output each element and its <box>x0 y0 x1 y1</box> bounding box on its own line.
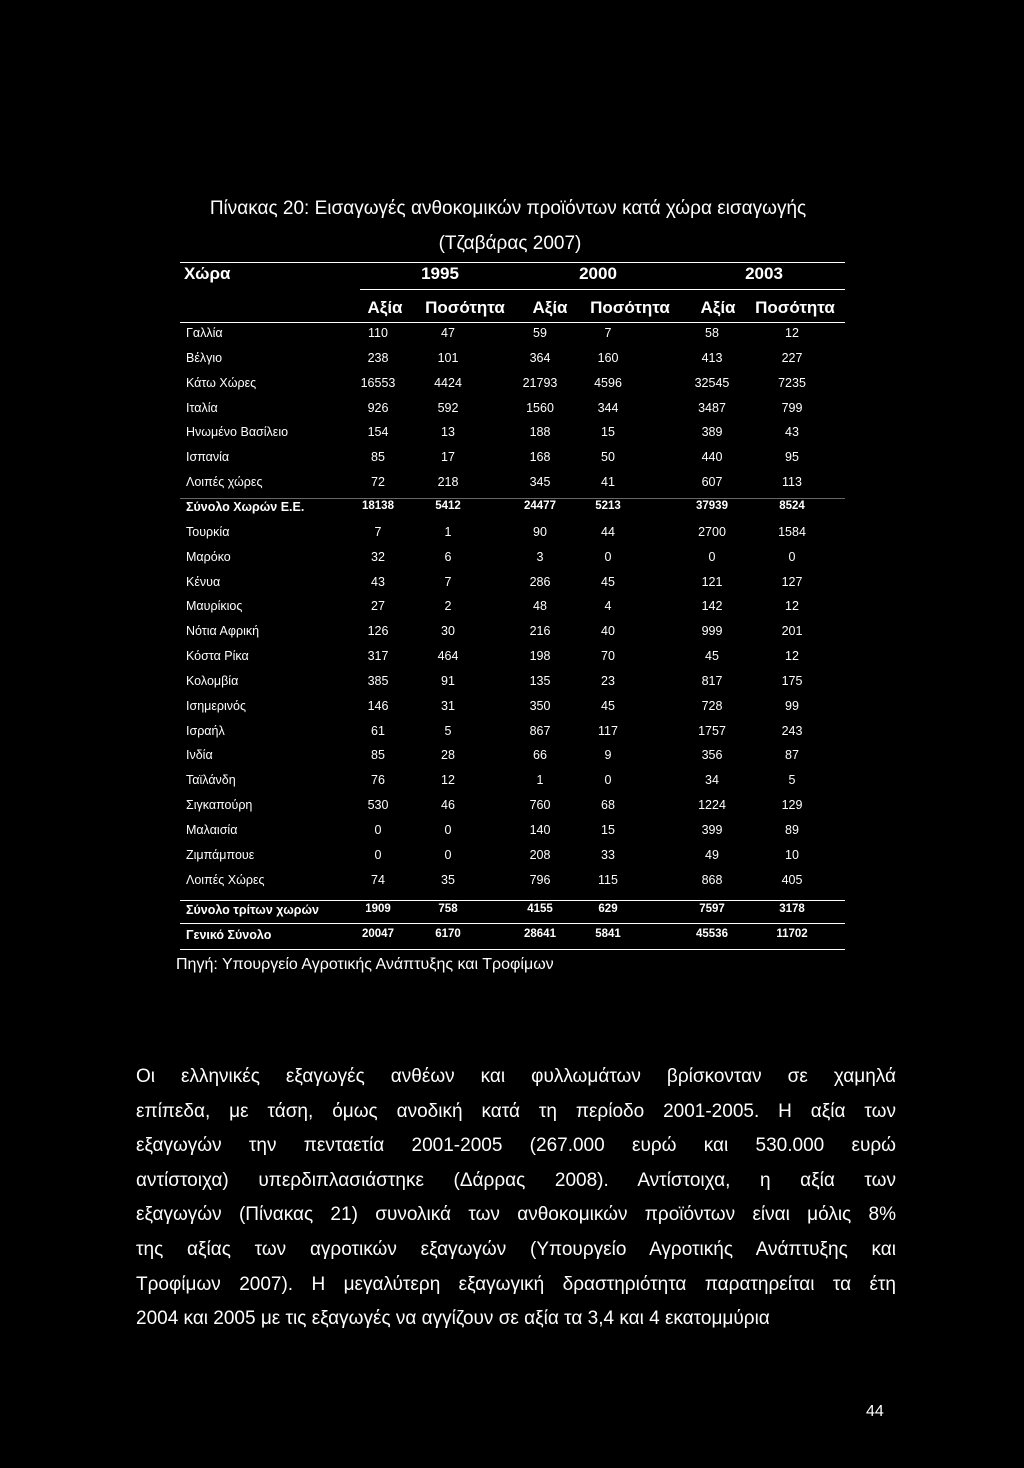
country-column-header: Χώρα <box>184 264 231 283</box>
value-cell: 317 <box>367 649 389 664</box>
quantity-cell: 12 <box>785 599 799 614</box>
value-cell: 110 <box>368 326 388 340</box>
quantity-cell: 129 <box>781 798 803 813</box>
value-cell: 45536 <box>696 928 728 940</box>
quantity-cell: 7 <box>444 574 452 589</box>
country-cell: Κολομβία <box>186 673 239 688</box>
measure-header-row <box>0 298 1024 320</box>
table-row <box>0 550 1024 572</box>
quantity-cell: 160 <box>597 350 619 365</box>
quantity-cell: 2 <box>444 599 452 614</box>
value-cell: 385 <box>367 673 389 688</box>
value-cell: 3 <box>536 549 544 564</box>
table-row <box>0 748 1024 770</box>
value-cell: 999 <box>701 624 723 639</box>
page-number: 44 <box>866 1403 884 1420</box>
quantity-cell: 5412 <box>435 499 461 512</box>
caption-subtitle-text: (Τζαβάρας 2007) <box>438 233 582 254</box>
table-row <box>0 500 1024 522</box>
quantity-cell: 127 <box>781 574 803 589</box>
quantity-cell: 758 <box>438 903 458 915</box>
quantity-cell: 6170 <box>435 928 461 940</box>
quantity-cell: 4 <box>604 599 612 614</box>
value-cell: 74 <box>371 872 385 887</box>
value-cell: 399 <box>701 823 723 837</box>
quantity-cell: 40 <box>601 624 615 639</box>
quantity-cell: 12 <box>785 649 799 664</box>
quantity-cell: 117 <box>598 723 618 738</box>
quantity-cell: 45 <box>601 574 615 589</box>
quantity-cell: 44 <box>601 524 615 539</box>
measure-header-value: Αξία <box>700 298 736 317</box>
country-cell: Γενικό Σύνολο <box>186 928 272 942</box>
value-cell: 146 <box>367 698 389 713</box>
value-cell: 350 <box>529 698 551 713</box>
quantity-cell: 50 <box>601 450 615 465</box>
quantity-cell: 0 <box>604 549 612 564</box>
quantity-cell: 28 <box>441 748 455 763</box>
value-cell: 32 <box>371 549 385 564</box>
year-underline <box>360 289 845 290</box>
quantity-cell: 11702 <box>776 928 808 940</box>
table-row <box>0 873 1024 895</box>
value-cell: 1 <box>536 773 544 788</box>
quantity-cell: 113 <box>782 475 802 490</box>
quantity-cell: 70 <box>601 649 615 664</box>
quantity-cell: 31 <box>441 698 455 713</box>
value-cell: 867 <box>529 723 551 738</box>
country-cell: Ινδία <box>186 748 213 763</box>
country-cell: Σύνολο τρίτων χωρών <box>186 903 320 917</box>
value-cell: 2700 <box>698 524 726 539</box>
quantity-cell: 30 <box>441 624 455 639</box>
quantity-cell: 175 <box>781 673 803 688</box>
paragraph-line: Οι ελληνικές εξαγωγές ανθέων και φυλλωμάτων βρίσκονταν σε χαμηλά <box>136 1066 896 1087</box>
quantity-cell: 68 <box>601 798 615 813</box>
paragraph-line: 2004 και 2005 με τις εξαγωγές να αγγίζουν σε αξία τα 3,4 και 4 εκατομμύρια <box>136 1308 770 1330</box>
quantity-cell: 95 <box>785 450 799 465</box>
paragraph-line: εξαγωγών την πενταετία 2001-2005 (267.000 ευρώ και 530.000 ευρώ <box>136 1135 896 1157</box>
quantity-cell: 8524 <box>779 499 805 512</box>
value-cell: 34 <box>705 773 719 788</box>
quantity-cell: 799 <box>781 400 803 415</box>
value-cell: 413 <box>701 350 723 365</box>
table-row <box>0 699 1024 721</box>
country-cell: Ζιμπάμπουε <box>186 847 255 862</box>
quantity-cell: 15 <box>601 425 615 440</box>
quantity-cell: 5 <box>788 773 796 788</box>
quantity-cell: 45 <box>601 698 615 713</box>
value-cell: 126 <box>367 624 389 639</box>
country-cell: Σύνολο Χωρών Ε.Ε. <box>186 499 305 514</box>
value-cell: 3487 <box>698 400 726 415</box>
value-cell: 345 <box>529 475 551 490</box>
value-cell: 32545 <box>694 375 730 390</box>
value-cell: 121 <box>701 574 723 589</box>
quantity-cell: 91 <box>441 673 455 688</box>
table-row <box>0 450 1024 472</box>
quantity-cell: 115 <box>598 872 618 887</box>
value-cell: 198 <box>529 649 551 664</box>
value-cell: 796 <box>529 872 551 887</box>
quantity-cell: 12 <box>441 773 455 788</box>
value-cell: 49 <box>705 847 719 862</box>
value-cell: 28641 <box>524 928 556 940</box>
table-row <box>0 599 1024 621</box>
table-row <box>0 724 1024 746</box>
country-cell: Τουρκία <box>186 524 230 539</box>
quantity-cell: 0 <box>444 823 452 837</box>
paragraph-line: της αξίας των αγροτικών εξαγωγών (Υπουργείο Αγροτικής Ανάπτυξης και <box>136 1238 896 1260</box>
paragraph-line: εξαγωγών (Πίνακας 21) συνολικά των ανθοκομικών προϊόντων είναι μόλις 8% <box>136 1204 896 1226</box>
country-cell: Λοιπές χώρες <box>186 475 263 490</box>
value-cell: 1560 <box>526 400 554 415</box>
value-cell: 760 <box>529 798 551 813</box>
value-cell: 154 <box>367 425 389 440</box>
quantity-cell: 99 <box>785 698 799 713</box>
value-cell: 0 <box>708 549 716 564</box>
value-cell: 530 <box>367 798 389 813</box>
table-row <box>0 903 1024 925</box>
value-cell: 0 <box>374 823 382 837</box>
table-row <box>0 376 1024 398</box>
value-cell: 72 <box>371 475 385 490</box>
third-total-top-rule <box>180 900 845 901</box>
quantity-cell: 87 <box>785 748 799 763</box>
value-cell: 168 <box>529 450 551 465</box>
quantity-cell: 13 <box>441 425 455 440</box>
value-cell: 607 <box>701 475 723 490</box>
measure-header-quantity: Ποσότητα <box>755 298 835 317</box>
country-cell: Γαλλία <box>186 326 223 340</box>
table-row <box>0 475 1024 497</box>
measure-header-value: Αξία <box>367 298 403 317</box>
table-row <box>0 798 1024 820</box>
measure-header-quantity: Ποσότητα <box>590 298 670 317</box>
value-cell: 4155 <box>527 903 553 915</box>
value-cell: 48 <box>533 599 547 614</box>
value-cell: 142 <box>701 599 723 614</box>
value-cell: 90 <box>533 524 547 539</box>
quantity-cell: 4596 <box>594 375 622 390</box>
value-cell: 817 <box>701 673 723 688</box>
country-cell: Ισημερινός <box>186 698 247 713</box>
quantity-cell: 344 <box>597 400 619 415</box>
quantity-cell: 7 <box>604 326 612 340</box>
country-cell: Μαυρίκιος <box>186 599 243 614</box>
quantity-cell: 7235 <box>778 375 806 390</box>
value-cell: 238 <box>367 350 389 365</box>
year-header-2000: 2000 <box>579 264 617 283</box>
table-row <box>0 823 1024 845</box>
quantity-cell: 43 <box>785 425 799 440</box>
quantity-cell: 15 <box>601 823 615 837</box>
table-row <box>0 649 1024 671</box>
value-cell: 58 <box>705 326 719 340</box>
value-cell: 45 <box>705 649 719 664</box>
table-row <box>0 575 1024 597</box>
country-cell: Ισραήλ <box>186 723 225 738</box>
table-caption-subtitle <box>0 233 1024 255</box>
table-row <box>0 773 1024 795</box>
value-cell: 1224 <box>698 798 726 813</box>
body-paragraph <box>136 1060 896 1337</box>
quantity-cell: 464 <box>437 649 459 664</box>
table-top-rule <box>180 262 845 263</box>
table-row <box>0 525 1024 547</box>
quantity-cell: 5 <box>444 723 452 738</box>
country-cell: Νότια Αφρική <box>186 624 260 639</box>
measure-header-quantity: Ποσότητα <box>425 298 505 317</box>
value-cell: 37939 <box>696 499 728 512</box>
value-cell: 66 <box>533 748 547 763</box>
table-row <box>0 401 1024 423</box>
quantity-cell: 629 <box>598 903 618 915</box>
value-cell: 21793 <box>522 375 558 390</box>
table-row <box>0 351 1024 373</box>
country-cell: Βέλγιο <box>186 350 223 365</box>
value-cell: 286 <box>529 574 551 589</box>
value-cell: 7597 <box>699 903 725 915</box>
quantity-cell: 9 <box>604 748 612 763</box>
quantity-cell: 46 <box>441 798 455 813</box>
value-cell: 85 <box>371 450 385 465</box>
quantity-cell: 101 <box>437 350 459 365</box>
quantity-cell: 0 <box>444 847 452 862</box>
quantity-cell: 47 <box>441 326 455 340</box>
quantity-cell: 227 <box>781 350 803 365</box>
quantity-cell: 1584 <box>778 524 806 539</box>
quantity-cell: 1 <box>444 524 452 539</box>
quantity-cell: 3178 <box>779 903 805 915</box>
value-cell: 208 <box>529 847 551 862</box>
country-cell: Ιταλία <box>186 400 218 415</box>
value-cell: 59 <box>533 326 547 340</box>
header-bottom-rule <box>180 322 845 323</box>
value-cell: 140 <box>529 823 551 837</box>
country-cell: Κάτω Χώρες <box>186 375 257 390</box>
year-header-1995: 1995 <box>421 264 459 283</box>
value-cell: 85 <box>371 748 385 763</box>
value-cell: 24477 <box>524 499 556 512</box>
country-cell: Λοιπές Χώρες <box>186 872 265 887</box>
quantity-cell: 6 <box>444 549 452 564</box>
quantity-cell: 10 <box>785 847 799 862</box>
value-cell: 61 <box>371 723 385 738</box>
quantity-cell: 5841 <box>595 928 621 940</box>
paragraph-line: Τροφίμων 2007). Η μεγαλύτερη εξαγωγική δραστηριότητα παρατηρείται τα έτη <box>136 1273 896 1295</box>
value-cell: 356 <box>701 748 723 763</box>
country-cell: Κόστα Ρίκα <box>186 649 249 664</box>
table-row <box>0 848 1024 870</box>
value-cell: 0 <box>374 847 382 862</box>
value-cell: 868 <box>701 872 723 887</box>
value-cell: 18138 <box>362 499 394 512</box>
quantity-cell: 4424 <box>434 375 462 390</box>
paragraph-line: επίπεδα, με τάση, όμως ανοδική κατά τη περίοδο 2001-2005. Η αξία των <box>136 1100 896 1122</box>
quantity-cell: 89 <box>785 823 799 837</box>
measure-header-value: Αξία <box>532 298 568 317</box>
year-header-2003: 2003 <box>745 264 783 283</box>
table-row <box>0 326 1024 348</box>
country-cell: Μαλαισία <box>186 823 238 837</box>
quantity-cell: 23 <box>601 673 615 688</box>
country-cell: Ηνωμένο Βασίλειο <box>186 425 289 440</box>
source-note: Πηγή: Υπουργείο Αγροτικής Ανάπτυξης και Τροφίμων <box>176 956 554 973</box>
value-cell: 1909 <box>365 903 391 915</box>
year-header-row <box>0 264 1024 286</box>
quantity-cell: 592 <box>437 400 459 415</box>
table-row <box>0 674 1024 696</box>
value-cell: 43 <box>371 574 385 589</box>
value-cell: 1757 <box>698 723 726 738</box>
value-cell: 364 <box>529 350 551 365</box>
country-cell: Κένυα <box>186 574 221 589</box>
paragraph-line: αντίστοιχα) υπερδιπλασιάστηκε (Δάρρας 2008). Αντίστοιχα, η αξία των <box>136 1169 896 1191</box>
quantity-cell: 41 <box>601 475 615 490</box>
country-cell: Ισπανία <box>186 450 230 465</box>
value-cell: 135 <box>529 673 551 688</box>
country-cell: Ταϊλάνδη <box>186 773 236 788</box>
quantity-cell: 0 <box>604 773 612 788</box>
value-cell: 76 <box>371 773 385 788</box>
value-cell: 926 <box>367 400 389 415</box>
quantity-cell: 33 <box>601 847 615 862</box>
table-row <box>0 928 1024 950</box>
country-cell: Μαρόκο <box>186 549 231 564</box>
country-cell: Σιγκαπούρη <box>186 798 253 813</box>
value-cell: 389 <box>701 425 723 440</box>
quantity-cell: 17 <box>441 450 455 465</box>
value-cell: 20047 <box>362 928 394 940</box>
table-row <box>0 624 1024 646</box>
quantity-cell: 243 <box>781 723 803 738</box>
value-cell: 728 <box>701 698 723 713</box>
value-cell: 216 <box>529 624 551 639</box>
quantity-cell: 5213 <box>595 499 621 512</box>
quantity-cell: 12 <box>785 326 799 340</box>
value-cell: 27 <box>371 599 385 614</box>
caption-title-text: Πίνακας 20: Εισαγωγές ανθοκομικών προϊόντων κατά χώρα εισαγωγής <box>209 198 807 219</box>
table-caption-title <box>0 198 1024 220</box>
quantity-cell: 0 <box>788 549 796 564</box>
table-row <box>0 425 1024 447</box>
value-cell: 188 <box>529 425 551 440</box>
value-cell: 440 <box>701 450 723 465</box>
eu-total-top-rule <box>180 498 845 499</box>
value-cell: 7 <box>374 524 382 539</box>
quantity-cell: 405 <box>781 872 803 887</box>
quantity-cell: 35 <box>441 872 455 887</box>
value-cell: 16553 <box>360 375 396 390</box>
quantity-cell: 218 <box>437 475 459 490</box>
quantity-cell: 201 <box>781 624 803 639</box>
